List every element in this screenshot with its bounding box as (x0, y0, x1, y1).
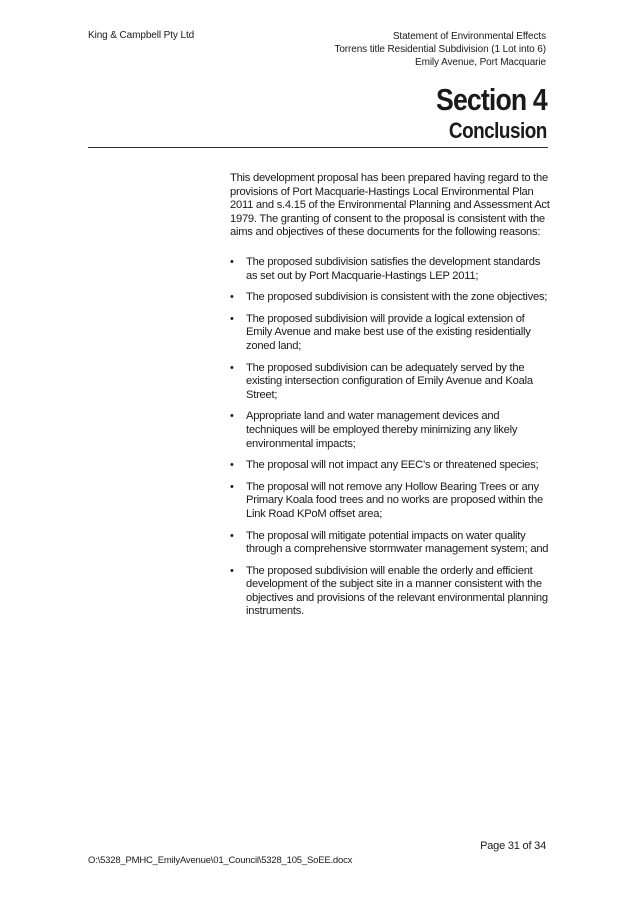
reason-text: Appropriate land and water management devices and techniques will be employed thereby minimizing any likely environmental impacts; (246, 410, 518, 450)
bullet-icon: • (230, 564, 234, 577)
bullet-icon: • (230, 361, 234, 374)
document-subtitle: Torrens title Residential Subdivision (1 Lot into 6) (334, 44, 546, 55)
section-name: Conclusion (449, 118, 547, 143)
intro-paragraph: This development proposal has been prepared having regard to the provisions of Port Macquarie-Hastings Local Environmental Plan 2011 and s.4.15 of the Environmental Planning and Assessment Act 1979. The granting of consent to the proposal is consistent with the aims and objectives of these documents for the following reasons: (230, 172, 550, 239)
reason-text: The proposal will not impact any EEC’s or threatened species; (246, 459, 539, 472)
bullet-icon: • (230, 480, 234, 493)
document-location: Emily Avenue, Port Macquarie (415, 57, 546, 68)
section-number: Section 4 (436, 82, 547, 117)
document-title: Statement of Environmental Effects (392, 31, 546, 42)
list-item (230, 313, 550, 354)
list-item (230, 410, 550, 451)
page-number: Page 31 of 34 (480, 840, 546, 852)
bullet-icon: • (230, 291, 234, 304)
bullet-icon: • (230, 459, 234, 472)
bullet-icon: • (230, 256, 234, 268)
list-item (230, 256, 550, 283)
company-name: King & Campbell Pty Ltd (88, 30, 195, 41)
reason-text: The proposed subdivision is consistent with the zone objectives; (246, 291, 548, 304)
list-item (230, 362, 550, 403)
document-header (334, 30, 546, 69)
reason-text: The proposed subdivision will provide a logical extension of Emily Avenue and make best use of the existing residentially zoned land; (246, 312, 531, 352)
bullet-icon: • (230, 410, 234, 423)
list-item (230, 565, 550, 619)
reason-text: The proposed subdivision will enable the orderly and efficient development of the subject site in a manner consistent with the objectives and provisions of the relevant environmental planning instruments. (246, 564, 548, 618)
file-path: O:\5328_PMHC_EmilyAvenue\01_Council\5328_105_SoEE.docx (88, 855, 353, 866)
list-item (230, 481, 550, 522)
reason-text: The proposal will not remove any Hollow Bearing Trees or any Primary Koala food trees and no works are proposed within the Link Road KPoM offset area; (246, 480, 543, 520)
list-item (230, 530, 550, 557)
reason-text: The proposed subdivision can be adequately served by the existing intersection configuration of Emily Avenue and Koala Street; (246, 361, 533, 401)
header-divider (88, 147, 548, 148)
reason-text: The proposed subdivision satisfies the development standards as set out by Port Macquarie-Hastings LEP 2011; (246, 256, 541, 282)
bullet-icon: • (230, 312, 234, 325)
reason-text: The proposal will mitigate potential impacts on water quality through a comprehensive stormwater management system; and (246, 529, 549, 556)
bullet-icon: • (230, 529, 234, 542)
list-item (230, 459, 550, 473)
list-item (230, 291, 550, 305)
reasons-list (230, 256, 550, 627)
